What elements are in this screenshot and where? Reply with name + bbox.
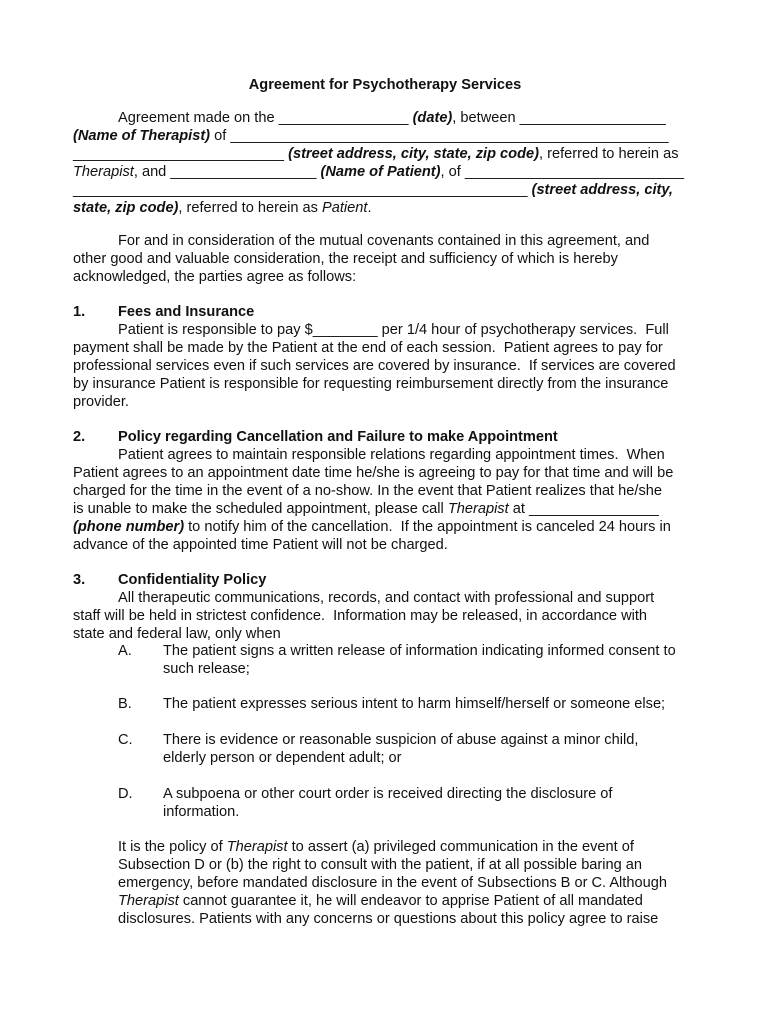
policy-line: Subsection D or (b) the right to consult with the patient, if at all possible baring an <box>118 857 643 873</box>
intro-line-1: Agreement made on the ________________ (date), between __________________ <box>118 110 666 126</box>
intro-line-4: Therapist, and __________________ (Name of Patient), of ___________________________ <box>73 164 685 180</box>
section-1-line: Patient is responsible to pay $________ per 1/4 hour of psychotherapy services. Full <box>118 322 669 338</box>
section-3-line: state and federal law, only when <box>73 626 281 642</box>
section-2-line: (phone number) to notify him of the cancellation. If the appointment is canceled 24 hours in <box>73 519 671 535</box>
document-title: Agreement for Psychotherapy Services <box>248 77 522 93</box>
list-item-text: The patient expresses serious intent to harm himself/herself or someone else; <box>163 696 666 712</box>
section-3-number: 3. <box>73 572 86 588</box>
section-3-line: All therapeutic communications, records, and contact with professional and support <box>118 590 655 606</box>
list-item-text: elderly person or dependent adult; or <box>163 750 402 766</box>
section-2-line: Patient agrees to maintain responsible relations regarding appointment times. When <box>118 447 665 463</box>
list-item-text: such release; <box>163 661 250 677</box>
list-item-text: The patient signs a written release of information indicating informed consent to <box>163 643 676 659</box>
policy-line: emergency, before mandated disclosure in the event of Subsections B or C. Although <box>118 875 667 891</box>
list-item-label: A. <box>118 643 132 659</box>
section-2-number: 2. <box>73 429 86 445</box>
section-2-line: advance of the appointed time Patient will not be charged. <box>73 537 448 553</box>
consideration-line: For and in consideration of the mutual covenants contained in this agreement, and <box>118 233 650 249</box>
policy-line: disclosures. Patients with any concerns or questions about this policy agree to raise <box>118 911 659 927</box>
section-1-line: professional services even if such services are covered by insurance. If services are covered <box>73 358 676 374</box>
list-item-text: A subpoena or other court order is received directing the disclosure of <box>163 786 613 802</box>
list-item-text: information. <box>163 804 240 820</box>
section-3-heading: Confidentiality Policy <box>118 572 267 588</box>
section-2-line: Patient agrees to an appointment date time he/she is agreeing to pay for that time and will be <box>73 465 674 481</box>
section-1-line: by insurance Patient is responsible for requesting reimbursement directly from the insurance <box>73 376 669 392</box>
section-2-line: is unable to make the scheduled appointment, please call Therapist at ________________ <box>73 501 659 517</box>
section-1-line: provider. <box>73 394 129 410</box>
section-1-line: payment shall be made by the Patient at the end of each session. Patient agrees to pay for <box>73 340 663 356</box>
section-2-heading: Policy regarding Cancellation and Failure to make Appointment <box>118 429 558 445</box>
intro-line-6: state, zip code), referred to herein as Patient. <box>73 200 372 216</box>
policy-line: Therapist cannot guarantee it, he will endeavor to apprise Patient of all mandated <box>118 893 643 909</box>
consideration-line: other good and valuable consideration, the receipt and sufficiency of which is hereby <box>73 251 618 267</box>
list-item-text: There is evidence or reasonable suspicion of abuse against a minor child, <box>163 732 639 748</box>
intro-line-5: ________________________________________________________ (street address, city, <box>73 182 673 198</box>
consideration-line: acknowledged, the parties agree as follows: <box>73 269 357 285</box>
section-2-line: charged for the time in the event of a no-show. In the event that Patient realizes that he/she <box>73 483 662 499</box>
list-item-label: D. <box>118 786 133 802</box>
intro-line-2: (Name of Therapist) of ______________________________________________________ <box>73 128 669 144</box>
section-3-line: staff will be held in strictest confidence. Information may be released, in accordance with <box>73 608 648 624</box>
list-item-label: C. <box>118 732 133 748</box>
intro-line-3: __________________________ (street address, city, state, zip code), referred to herein as <box>73 146 679 162</box>
section-1-number: 1. <box>73 304 86 320</box>
policy-line: It is the policy of Therapist to assert (a) privileged communication in the event of <box>118 839 634 855</box>
list-item-label: B. <box>118 696 132 712</box>
section-1-heading: Fees and Insurance <box>118 304 255 320</box>
